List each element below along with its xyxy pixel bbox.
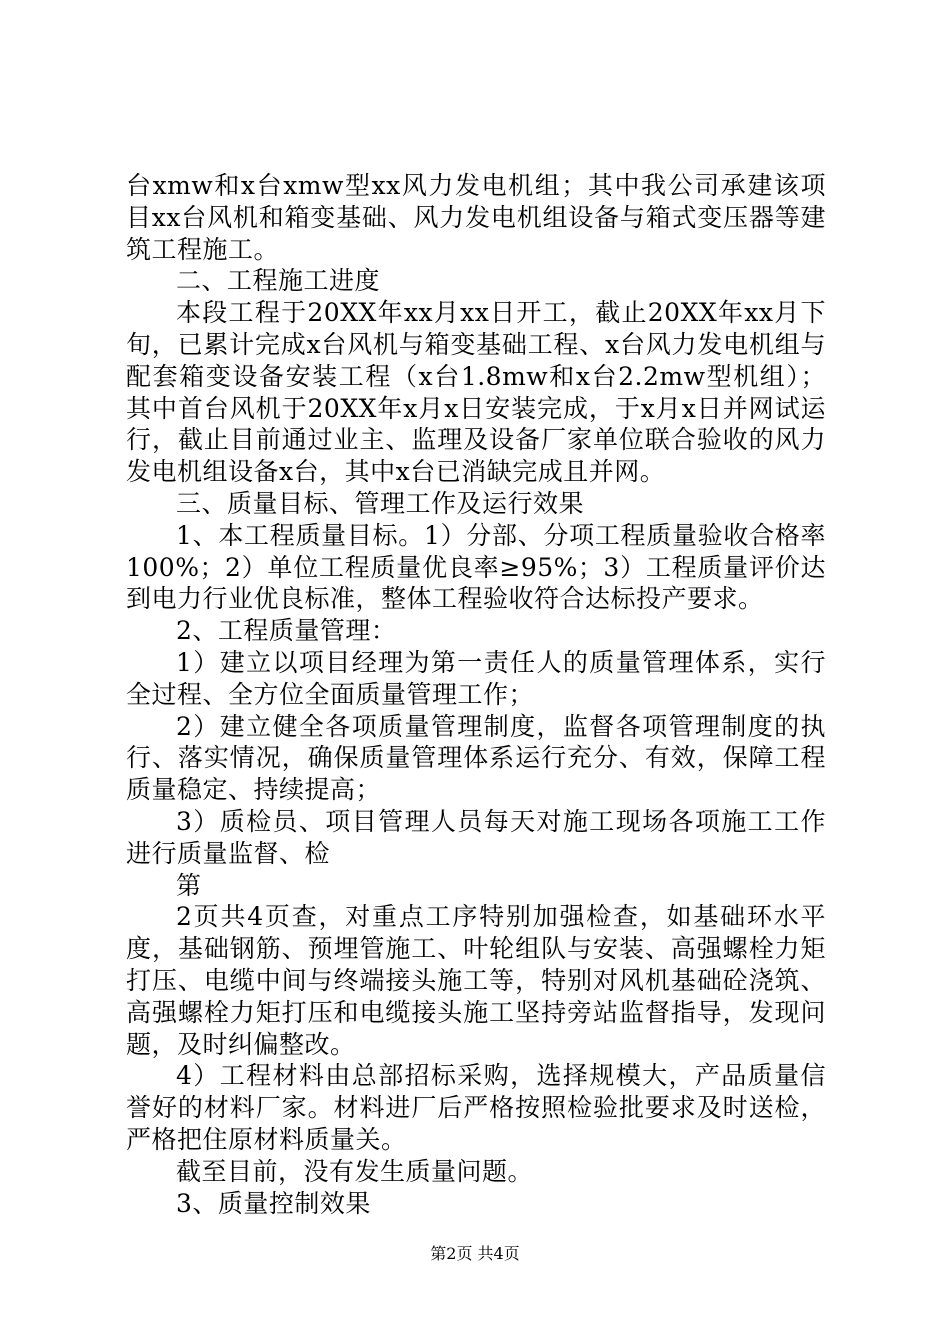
subheading-quality-management: 2、工程质量管理： (176, 616, 397, 646)
page-footer: 第2页 共4页 (430, 1244, 520, 1263)
paragraph-page-fragment: 第 (176, 870, 202, 900)
subheading-quality-control-effect: 3、质量控制效果 (176, 1188, 371, 1218)
paragraph-no-issues: 截至目前，没有发生质量问题。 (176, 1156, 534, 1186)
paragraph-continuation: 台xmw和x台xmw型xx风力发电机组；其中我公司承建该项目xx台风机和箱变基础、风力发电机组设备与箱式变压器等建筑工程施工。 (126, 171, 826, 264)
paragraph-management-item-3: 3）质检员、项目管理人员每天对施工现场各项施工工作进行质量监督、检 (126, 806, 826, 868)
heading-quality-goals: 三、质量目标、管理工作及运行效果 (176, 488, 585, 518)
document-body (126, 170, 826, 1219)
paragraph-management-item-2: 2）建立健全各项质量管理制度，监督各项管理制度的执行、落实情况，确保质量管理体系运行充分、有效，保障工程质量稳定、持续提高； (126, 711, 826, 805)
heading-construction-progress: 二、工程施工进度 (176, 266, 381, 296)
paragraph-progress-details: 本段工程于20XX年xx月xx日开工，截止20XX年xx月下旬，已累计完成x台风机与箱变基础工程、x台风力发电机组与配套箱变设备安装工程（x台1.8mw和x台2.2mw型机组）；其中首台风机于20XX年x月x日安装完成，于x月x日并网试运行，截止目前通过业主、监理及设备厂家单位联合验收的风力发电机组设备x台，其中x台已消缺完成且并网。 (126, 298, 826, 487)
paragraph-management-item-1: 1）建立以项目经理为第一责任人的质量管理体系，实行全过程、全方位全面质量管理工作； (126, 647, 826, 709)
paragraph-inspection-details: 2页共4页查，对重点工序特别加强检查，如基础环水平度，基础钢筋、预埋管施工、叶轮组队与安装、高强螺栓力矩打压、电缆中间与终端接头施工等，特别对风机基础砼浇筑、高强螺栓力矩打压和电缆接头施工坚持旁站监督指导，发现问题，及时纠偏整改。 (126, 902, 826, 1059)
paragraph-management-item-4: 4）工程材料由总部招标采购，选择规模大，产品质量信誉好的材料厂家。材料进厂后严格按照检验批要求及时送检，严格把住原材料质量关。 (126, 1061, 826, 1154)
paragraph-quality-target: 1、本工程质量目标。1）分部、分项工程质量验收合格率100%；2）单位工程质量优良率≥95%；3）工程质量评价达到电力行业优良标准，整体工程验收符合达标投产要求。 (126, 520, 826, 614)
